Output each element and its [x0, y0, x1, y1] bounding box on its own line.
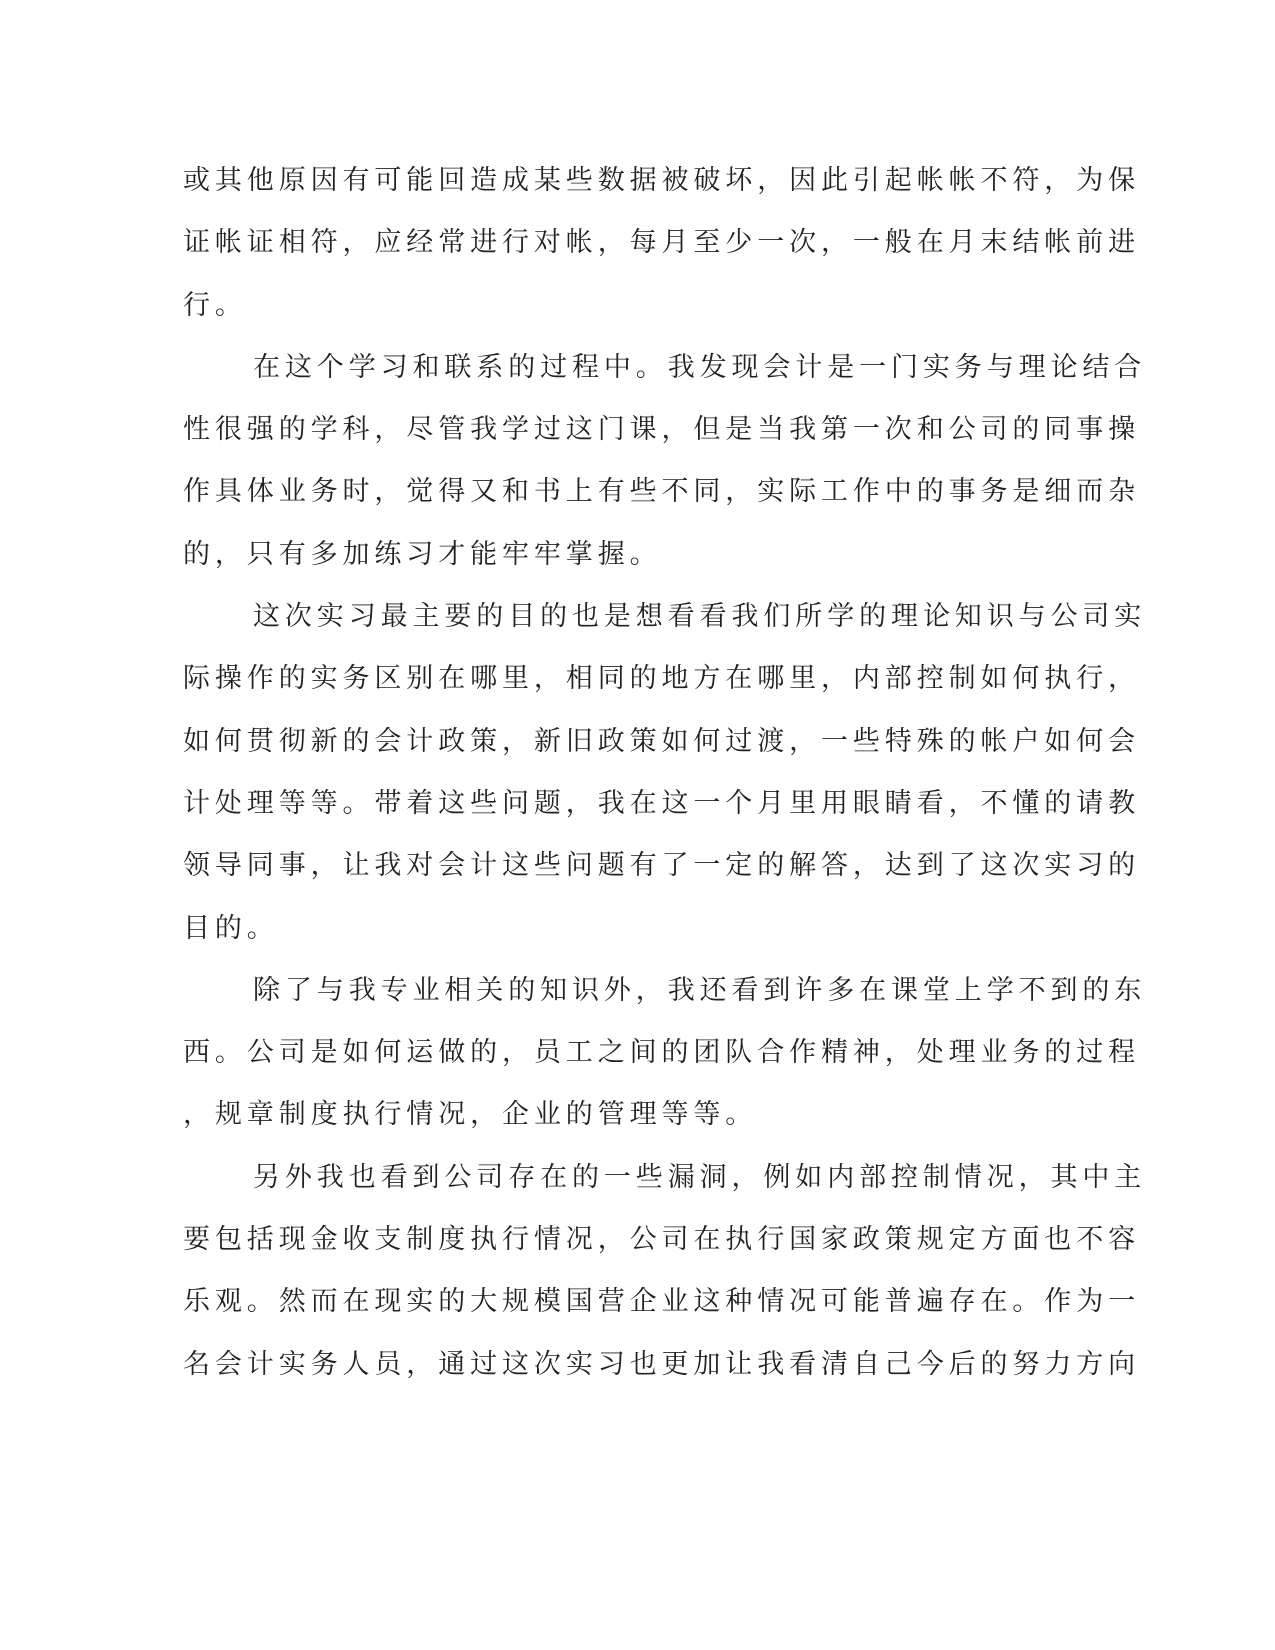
text-line: 另外我也看到公司存在的一些漏洞，例如内部控制情况，其中主 — [253, 1161, 1147, 1193]
text-line: 乐观。然而在现实的大规模国营企业这种情况可能普遍存在。作为一 — [183, 1286, 1140, 1318]
text-line: 计处理等等。带着这些问题，我在这一个月里用眼睛看，不懂的请教 — [183, 787, 1140, 819]
text-line: 在这个学习和联系的过程中。我发现会计是一门实务与理论结合 — [253, 351, 1147, 383]
text-line: 要包括现金收支制度执行情况，公司在执行国家政策规定方面也不容 — [183, 1224, 1140, 1256]
text-line: 这次实习最主要的目的也是想看看我们所学的理论知识与公司实 — [253, 601, 1147, 633]
text-line: 或其他原因有可能回造成某些数据被破坏，因此引起帐帐不符，为保 — [183, 165, 1140, 196]
text-line: 际操作的实务区别在哪里，相同的地方在哪里，内部控制如何执行， — [183, 663, 1140, 695]
text-line: 领导同事，让我对会计这些问题有了一定的解答，达到了这次实习的 — [183, 850, 1140, 882]
text-line: 证帐证相符，应经常进行对帐，每月至少一次，一般在月末结帐前进 — [183, 227, 1140, 259]
text-line: 目的。 — [183, 912, 279, 944]
text-line: 的，只有多加练习才能牢牢掌握。 — [183, 538, 662, 570]
paragraph — [183, 337, 1147, 586]
paragraph — [183, 1147, 1147, 1396]
text-line: 西。公司是如何运做的，员工之间的团队合作精神，处理业务的过程 — [183, 1037, 1140, 1069]
text-line: ，规章制度执行情况，企业的管理等等。 — [183, 1099, 758, 1131]
text-line: 作具体业务时，觉得又和书上有些不同，实际工作中的事务是细而杂 — [183, 476, 1140, 508]
paragraph — [183, 150, 1140, 337]
text-line: 除了与我专业相关的知识外，我还看到许多在课堂上学不到的东 — [253, 974, 1147, 1006]
paragraph — [183, 586, 1147, 960]
text-line: 名会计实务人员，通过这次实习也更加让我看清自己今后的努力方向 — [183, 1348, 1140, 1380]
text-line: 如何贯彻新的会计政策，新旧政策如何过渡，一些特殊的帐户如何会 — [183, 725, 1140, 757]
text-line: 性很强的学科，尽管我学过这门课，但是当我第一次和公司的同事操 — [183, 414, 1140, 446]
text-line: 行。 — [183, 289, 247, 321]
paragraph — [183, 960, 1147, 1147]
document-body — [183, 150, 1147, 1396]
